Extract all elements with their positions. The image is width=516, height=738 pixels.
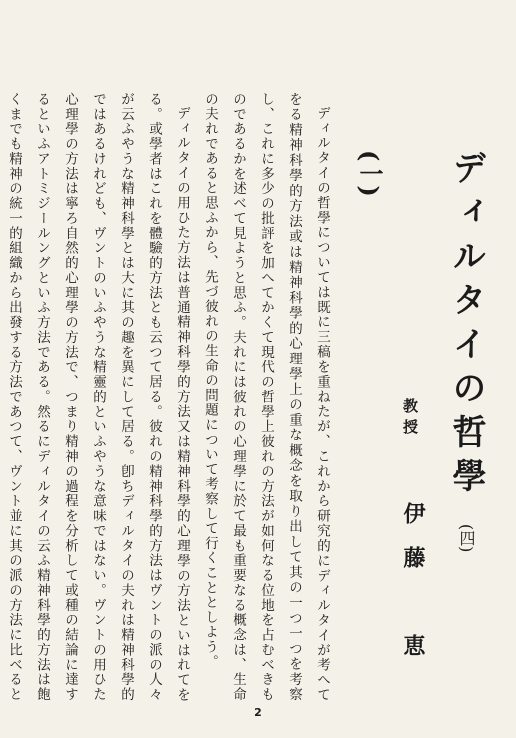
paragraph-2: ディルタイの用ひた方法は普通精神科學的方法又は精神科學的心理學の方法といはれてをる。或學者はこれを體驗的方法とも云つて居る。彼れの精神科學的方法はヴントの派の人々が云ふやうな精神科學とは大に其の趣を異にして居る。卽ちディルタイの夫れは精神科學的ではあるけれども、ヴントのいふやうな精靈的といふやうな意味ではない。ヴントの用ひた心理學の方法は寧ろ自然的心理學の方法で、つまり精神の過程を分析して或種の結論に達するといふアトミジールングといふ方法である。然るにディルタイの云ふ精神科學的方法は飽くまでも精神の統一的組織から出發する方法であつて、ヴント並に其の派の方法に比べると bbox=[6, 92, 190, 702]
author-name: 伊藤 恵 bbox=[400, 502, 426, 678]
section-heading: (一) bbox=[355, 150, 384, 197]
author-rank: 教授 bbox=[401, 398, 419, 440]
paragraph-1: ディルタイの哲學については既に三稿を重ねたが、これから研究的にディルタイが考へてをる精神科學的方法或は精神科學的心理學上の重な概念を取り出して其の一つ一つを考察し、これに多少の批評を加へてかくて現代の哲學上彼れの方法が如何なる位地を占むべきものであるかを述べて見ようと思ふ。夫れには彼れの心理學に於て最も重要なる概念は、生命の夫れであると思ふから、先づ彼れの生命の問題について考察して行くこととしよう。 bbox=[202, 92, 330, 702]
title-text: ディルタイの哲學 bbox=[446, 150, 486, 502]
article-title bbox=[442, 150, 491, 553]
article-body bbox=[6, 92, 336, 702]
page-number: 2 bbox=[254, 706, 262, 719]
title-number: (四) bbox=[457, 523, 476, 553]
